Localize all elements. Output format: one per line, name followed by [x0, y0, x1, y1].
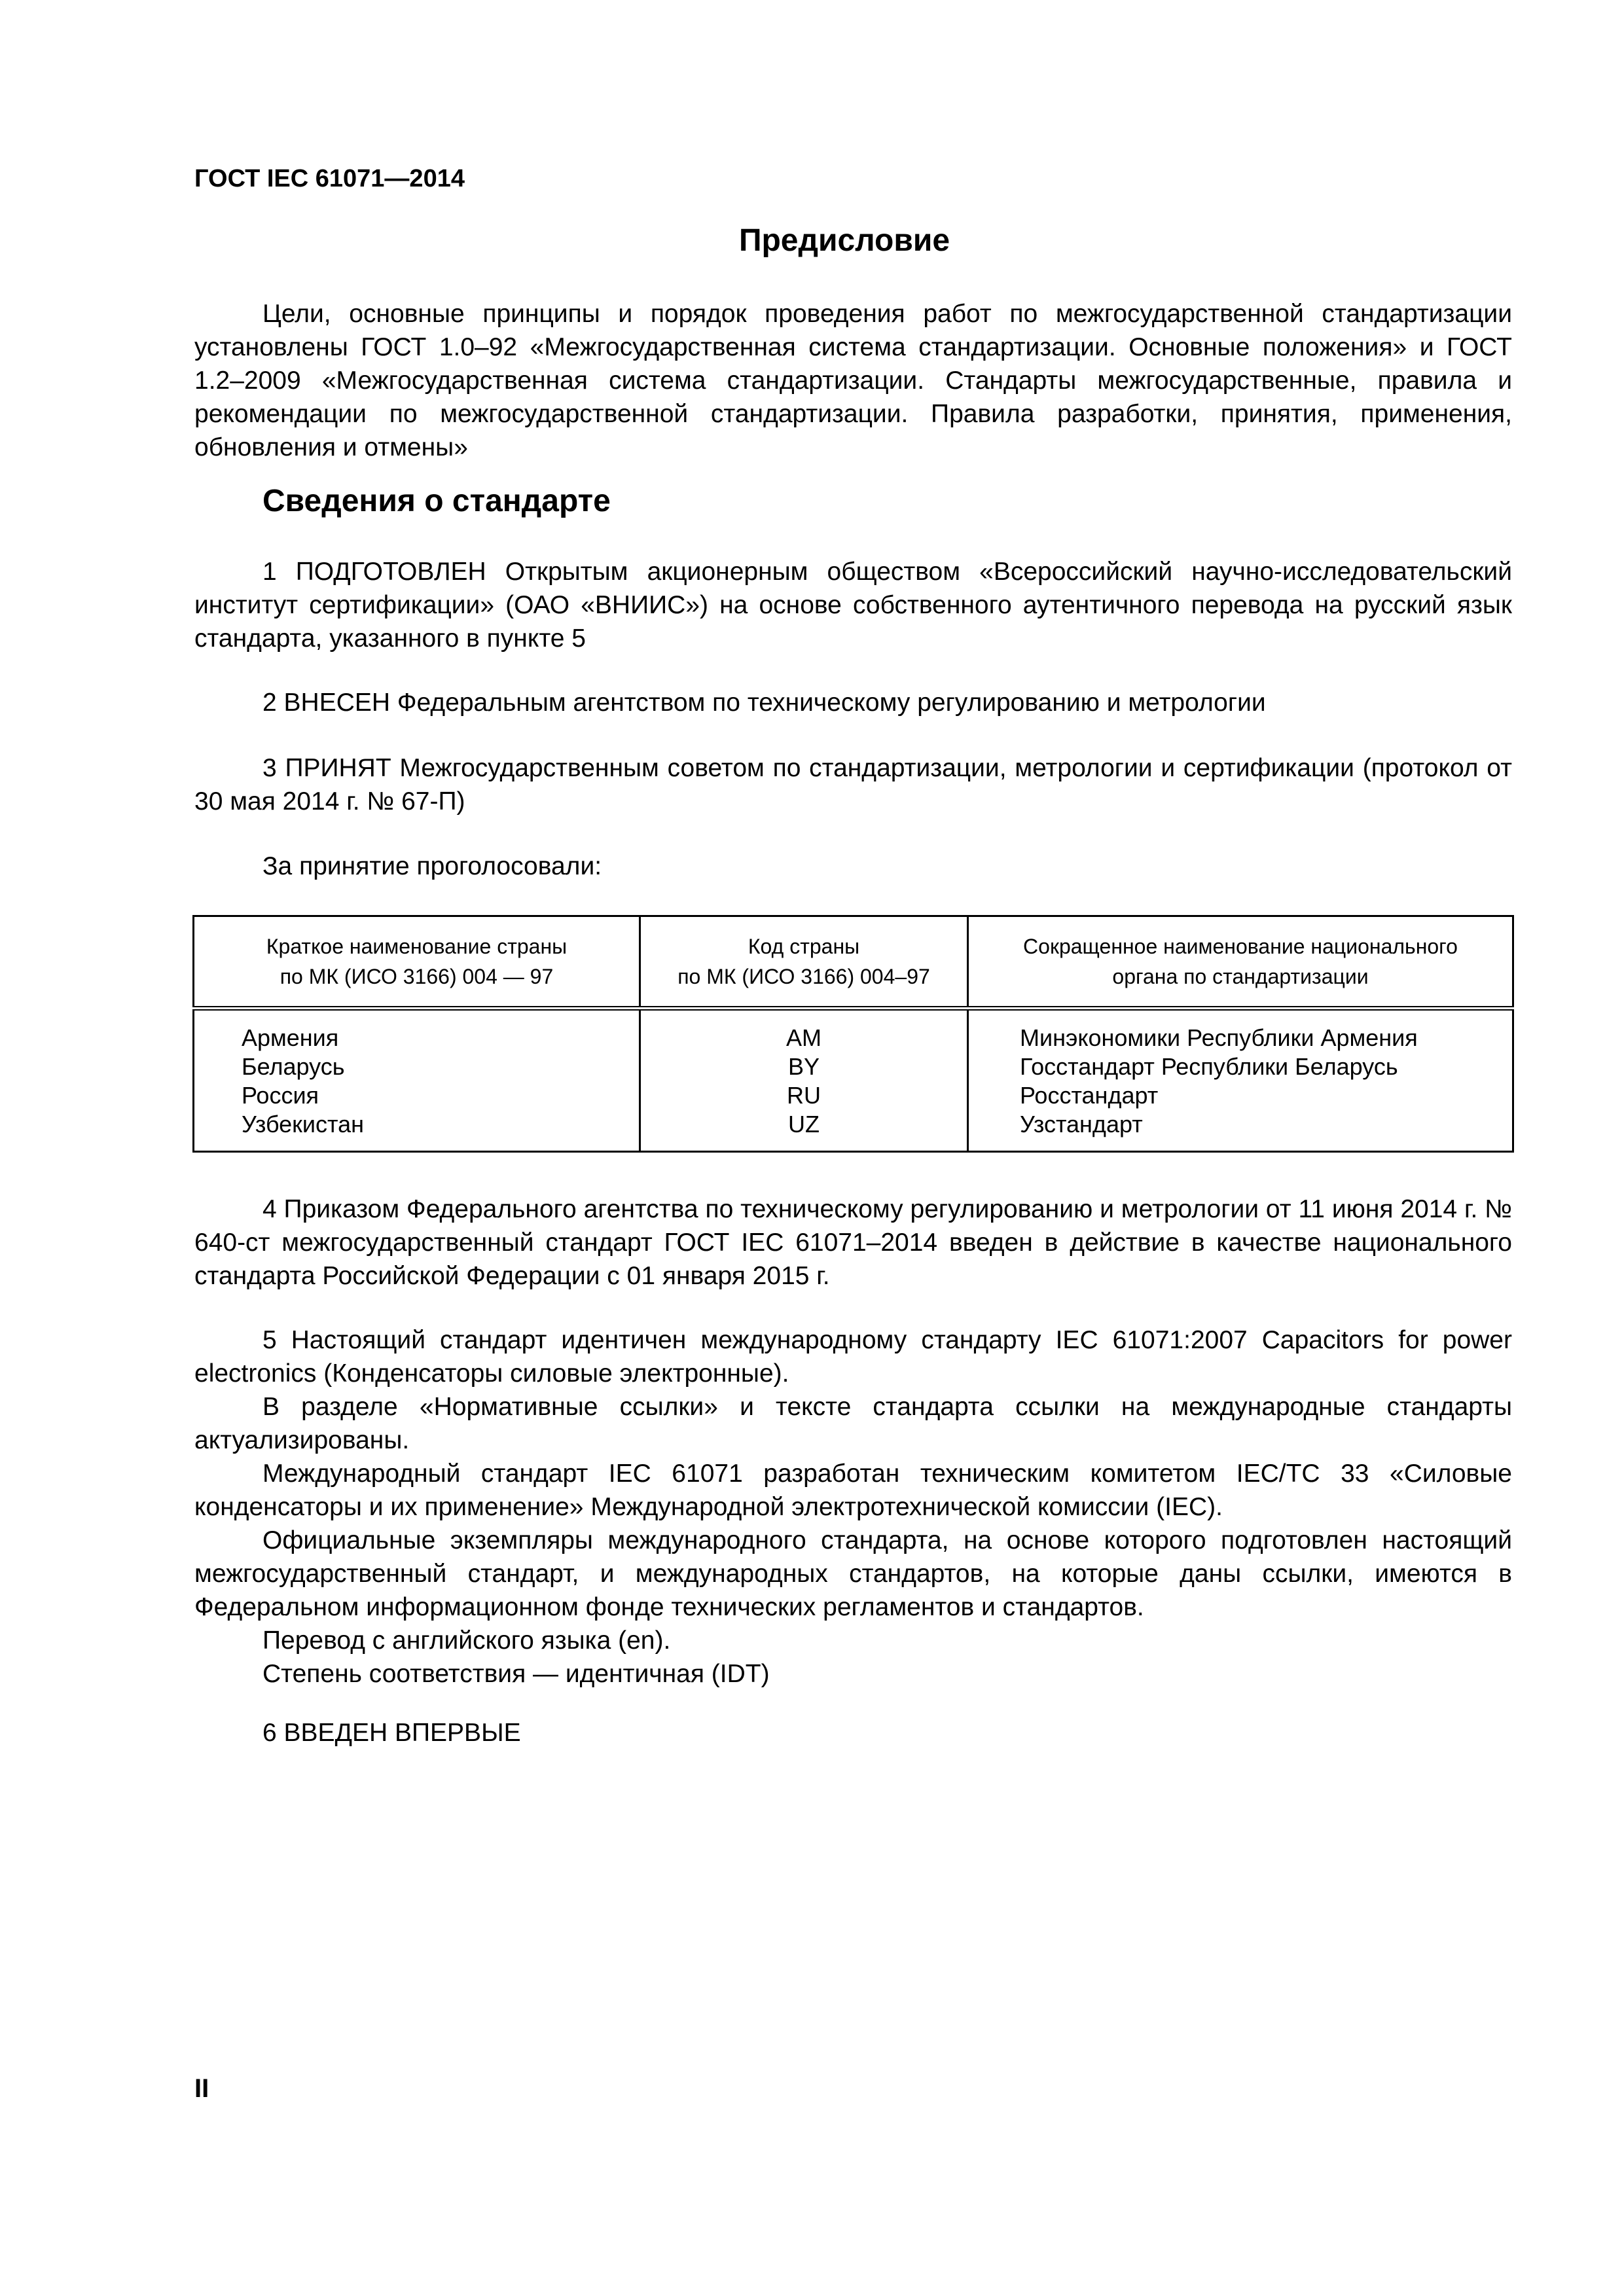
item-5-official: Официальные экземпляры международного стандарта, на основе которого подготовлен настоящий межгосударственный стандарт, и международных стандартов, на которые даны ссылки, имеются в Федеральном информационном фонде технических регламентов и стандартов.	[194, 1526, 1512, 1621]
item-5-degree: Степень соответствия — идентичная (IDT)	[262, 1660, 770, 1688]
item-2-text: 2 ВНЕСЕН Федеральным агентством по техническому регулированию и метрологии	[262, 689, 1266, 717]
item-1	[194, 555, 1512, 655]
header-code-line1: Код страны	[748, 935, 860, 958]
intro-paragraph	[194, 297, 1512, 464]
page-title: Предисловие	[738, 223, 950, 258]
country-name: Узбекистан	[242, 1111, 365, 1138]
codes-cell	[640, 1009, 968, 1152]
item-4	[194, 1193, 1512, 1293]
header-country-line2: по МК (ИСО 3166) 004 — 97	[280, 965, 554, 988]
header-code-line2: по МК (ИСО 3166) 004–97	[677, 965, 930, 988]
standards-body: Минэкономики Республики Армения	[1020, 1024, 1418, 1051]
item-5-refs: В разделе «Нормативные ссылки» и тексте стандарта ссылки на международные стандарты актуализированы.	[194, 1393, 1512, 1454]
item-1-text: 1 ПОДГОТОВЛЕН Открытым акционерным обществом «Всероссийский научно-исследовательский институт сертификации» (ОАО «ВНИИС») на основе собственного аутентичного перевода на русский язык стандарта, указанного в пункте 5	[194, 558, 1512, 653]
header-country	[194, 916, 640, 1009]
item-6-text: 6 ВВЕДЕН ВПЕРВЫЕ	[262, 1719, 521, 1747]
item-3	[194, 751, 1512, 818]
header-body-line1: Сокращенное наименование национального	[1023, 935, 1458, 958]
table-row	[194, 1009, 1513, 1152]
country-code: BY	[787, 1053, 820, 1080]
vote-line	[194, 850, 1512, 883]
item-6	[194, 1716, 1512, 1749]
intro-text: Цели, основные принципы и порядок проведения работ по межгосударственной стандартизации установлены ГОСТ 1.0–92 «Межгосударственная система стандартизации. Основные положения» и ГОСТ 1.2–2009 «Межгосударственная система стандартизации. Стандарты межгосударственные, правила и рекомендации по межгосударственной стандартизации. Правила разработки, принятия, применения, обновления и отмены»	[194, 300, 1512, 461]
vote-text: За принятие проголосовали:	[262, 852, 602, 880]
standards-body: Госстандарт Республики Беларусь	[1020, 1053, 1398, 1080]
item-3-text: 3 ПРИНЯТ Межгосударственным советом по стандартизации, метрологии и сертификации (протокол от 30 мая 2014 г. № 67-П)	[194, 754, 1512, 816]
header-body-line2: органа по стандартизации	[1112, 965, 1369, 988]
standards-body: Узстандарт	[1020, 1111, 1143, 1138]
header-body	[968, 916, 1513, 1009]
item-5	[194, 1323, 1512, 1691]
header-code	[640, 916, 968, 1009]
table-header-row	[194, 916, 1513, 1009]
item-5-text: 5 Настоящий стандарт идентичен международному стандарту IEC 61071:2007 Capacitors for power electronics (Конденсаторы силовые электронные).	[194, 1326, 1512, 1388]
country-name: Россия	[242, 1082, 319, 1109]
header-country-line1: Краткое наименование страны	[266, 935, 568, 958]
voting-table	[192, 915, 1514, 1153]
country-code: AM	[786, 1024, 821, 1051]
item-4-text: 4 Приказом Федерального агентства по техническому регулированию и метрологии от 11 июня 2014 г. № 640-ст межгосударственный стандарт ГОСТ IEC 61071–2014 введен в действие в качестве национального стандарта Российской Федерации с 01 января 2015 г.	[194, 1195, 1512, 1290]
page-number: II	[194, 2074, 209, 2103]
document-header: ГОСТ IEC 61071—2014	[194, 165, 465, 192]
section-subtitle: Сведения о стандарте	[262, 484, 611, 518]
country-code: RU	[787, 1082, 821, 1109]
item-5-translation: Перевод с английского языка (en).	[262, 1626, 671, 1655]
country-name: Беларусь	[242, 1053, 345, 1080]
bodies-cell	[968, 1009, 1513, 1152]
country-name: Армения	[242, 1024, 339, 1051]
country-code: UZ	[788, 1111, 820, 1138]
countries-cell	[194, 1009, 640, 1152]
standards-body: Росстандарт	[1020, 1082, 1159, 1109]
item-5-tc: Международный стандарт IEC 61071 разработан техническим комитетом IEC/TC 33 «Силовые конденсаторы и их применение» Международной электротехнической комиссии (IEC).	[194, 1460, 1512, 1521]
item-2	[194, 686, 1512, 719]
